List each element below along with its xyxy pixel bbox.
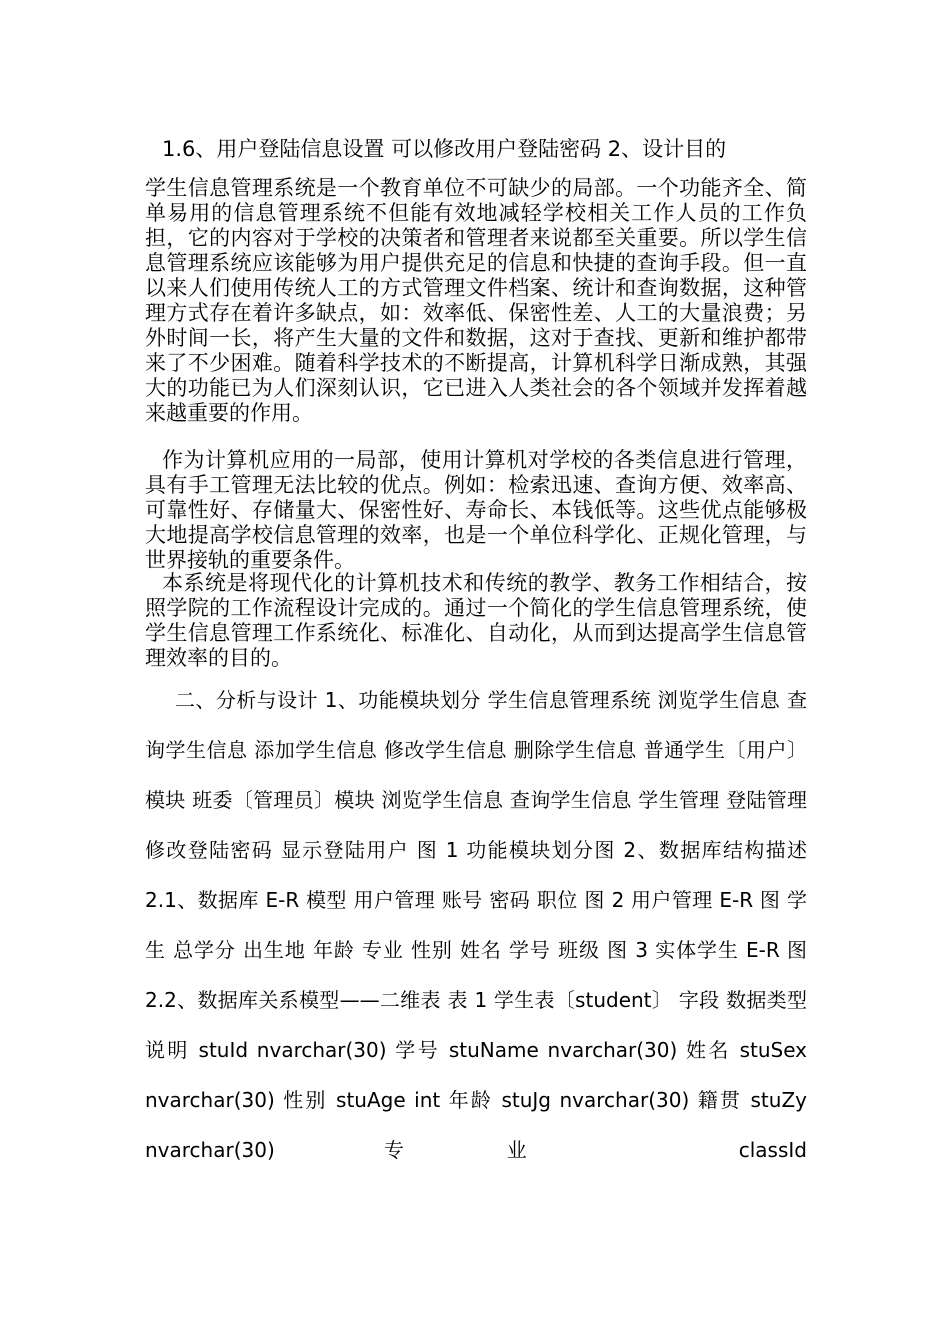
analysis-design-paragraph: 二、分析与设计 1、功能模块划分 学生信息管理系统 浏览学生信息 查询学生信息 添加学生信息 修改学生信息 删除学生信息 普通学生〔用户〕模块 班委〔管理员〕模块 浏览学生信息 查询学生信息 学生管理 登陆管理 修改登陆密码 显示登陆用户 图 1 功能模块划分图 2、数据库结构描述 2.1、数据库 E-R 模型 用户管理 账号 密码 职位 图 2 用户管理 E-R 图 学 生 总学分 出生地 年龄 专业 性别 姓名 学号 班级 图 3 实体学生 E-R 图 2.2、数据库关系模型——二维表 表 1 学生表〔student〕 字段 数据类型 说明 stuId nvarchar(30) 学号 stuName nvarchar(30) 姓名 stuSex nvarchar(30) 性别 stuAge int 年龄 stuJg nvarchar(30) 籍贯 stuZy nvarchar(30) 专业 classId [145, 688, 807, 1162]
computer-application-paragraph: 作为计算机应用的一局部，使用计算机对学校的各类信息进行管理，具有手工管理无法比较的优点。例如：检索迅速、查询方便、效率高、可靠性好、存储量大、保密性好、寿命长、本钱低等。这些优点能够极大地提高学校信息管理的效率，也是一个单位科学化、正规化管理，与世界接轨的重要条件。 [145, 448, 807, 572]
section-heading-line: 1.6、用户登陆信息设置 可以修改用户登陆密码 2、设计目的 [162, 137, 727, 161]
system-description-paragraph: 本系统是将现代化的计算机技术和传统的教学、教务工作相结合，按照学院的工作流程设计完成的。通过一个简化的学生信息管理系统，使学生信息管理工作系统化、标准化、自动化，从而到达提高学生信息管理效率的目的。 [145, 571, 807, 670]
design-purpose-paragraph: 学生信息管理系统是一个教育单位不可缺少的局部。一个功能齐全、简单易用的信息管理系统不但能有效地减轻学校相关工作人员的工作负担，它的内容对于学校的决策者和管理者来说都至关重要。所以学生信息管理系统应该能够为用户提供充足的信息和快捷的查询手段。但一直以来人们使用传统人工的方式管理文件档案、统计和查询数据，这种管理方式存在着许多缺点，如：效率低、保密性差、人工的大量浪费；另外时间一长，将产生大量的文件和数据，这对于查找、更新和维护都带来了不少困难。随着科学技术的不断提高，计算机科学日渐成熟，其强大的功能已为人们深刻认识，它已进入人类社会的各个领域并发挥着越来越重要的作用。 [145, 176, 807, 425]
